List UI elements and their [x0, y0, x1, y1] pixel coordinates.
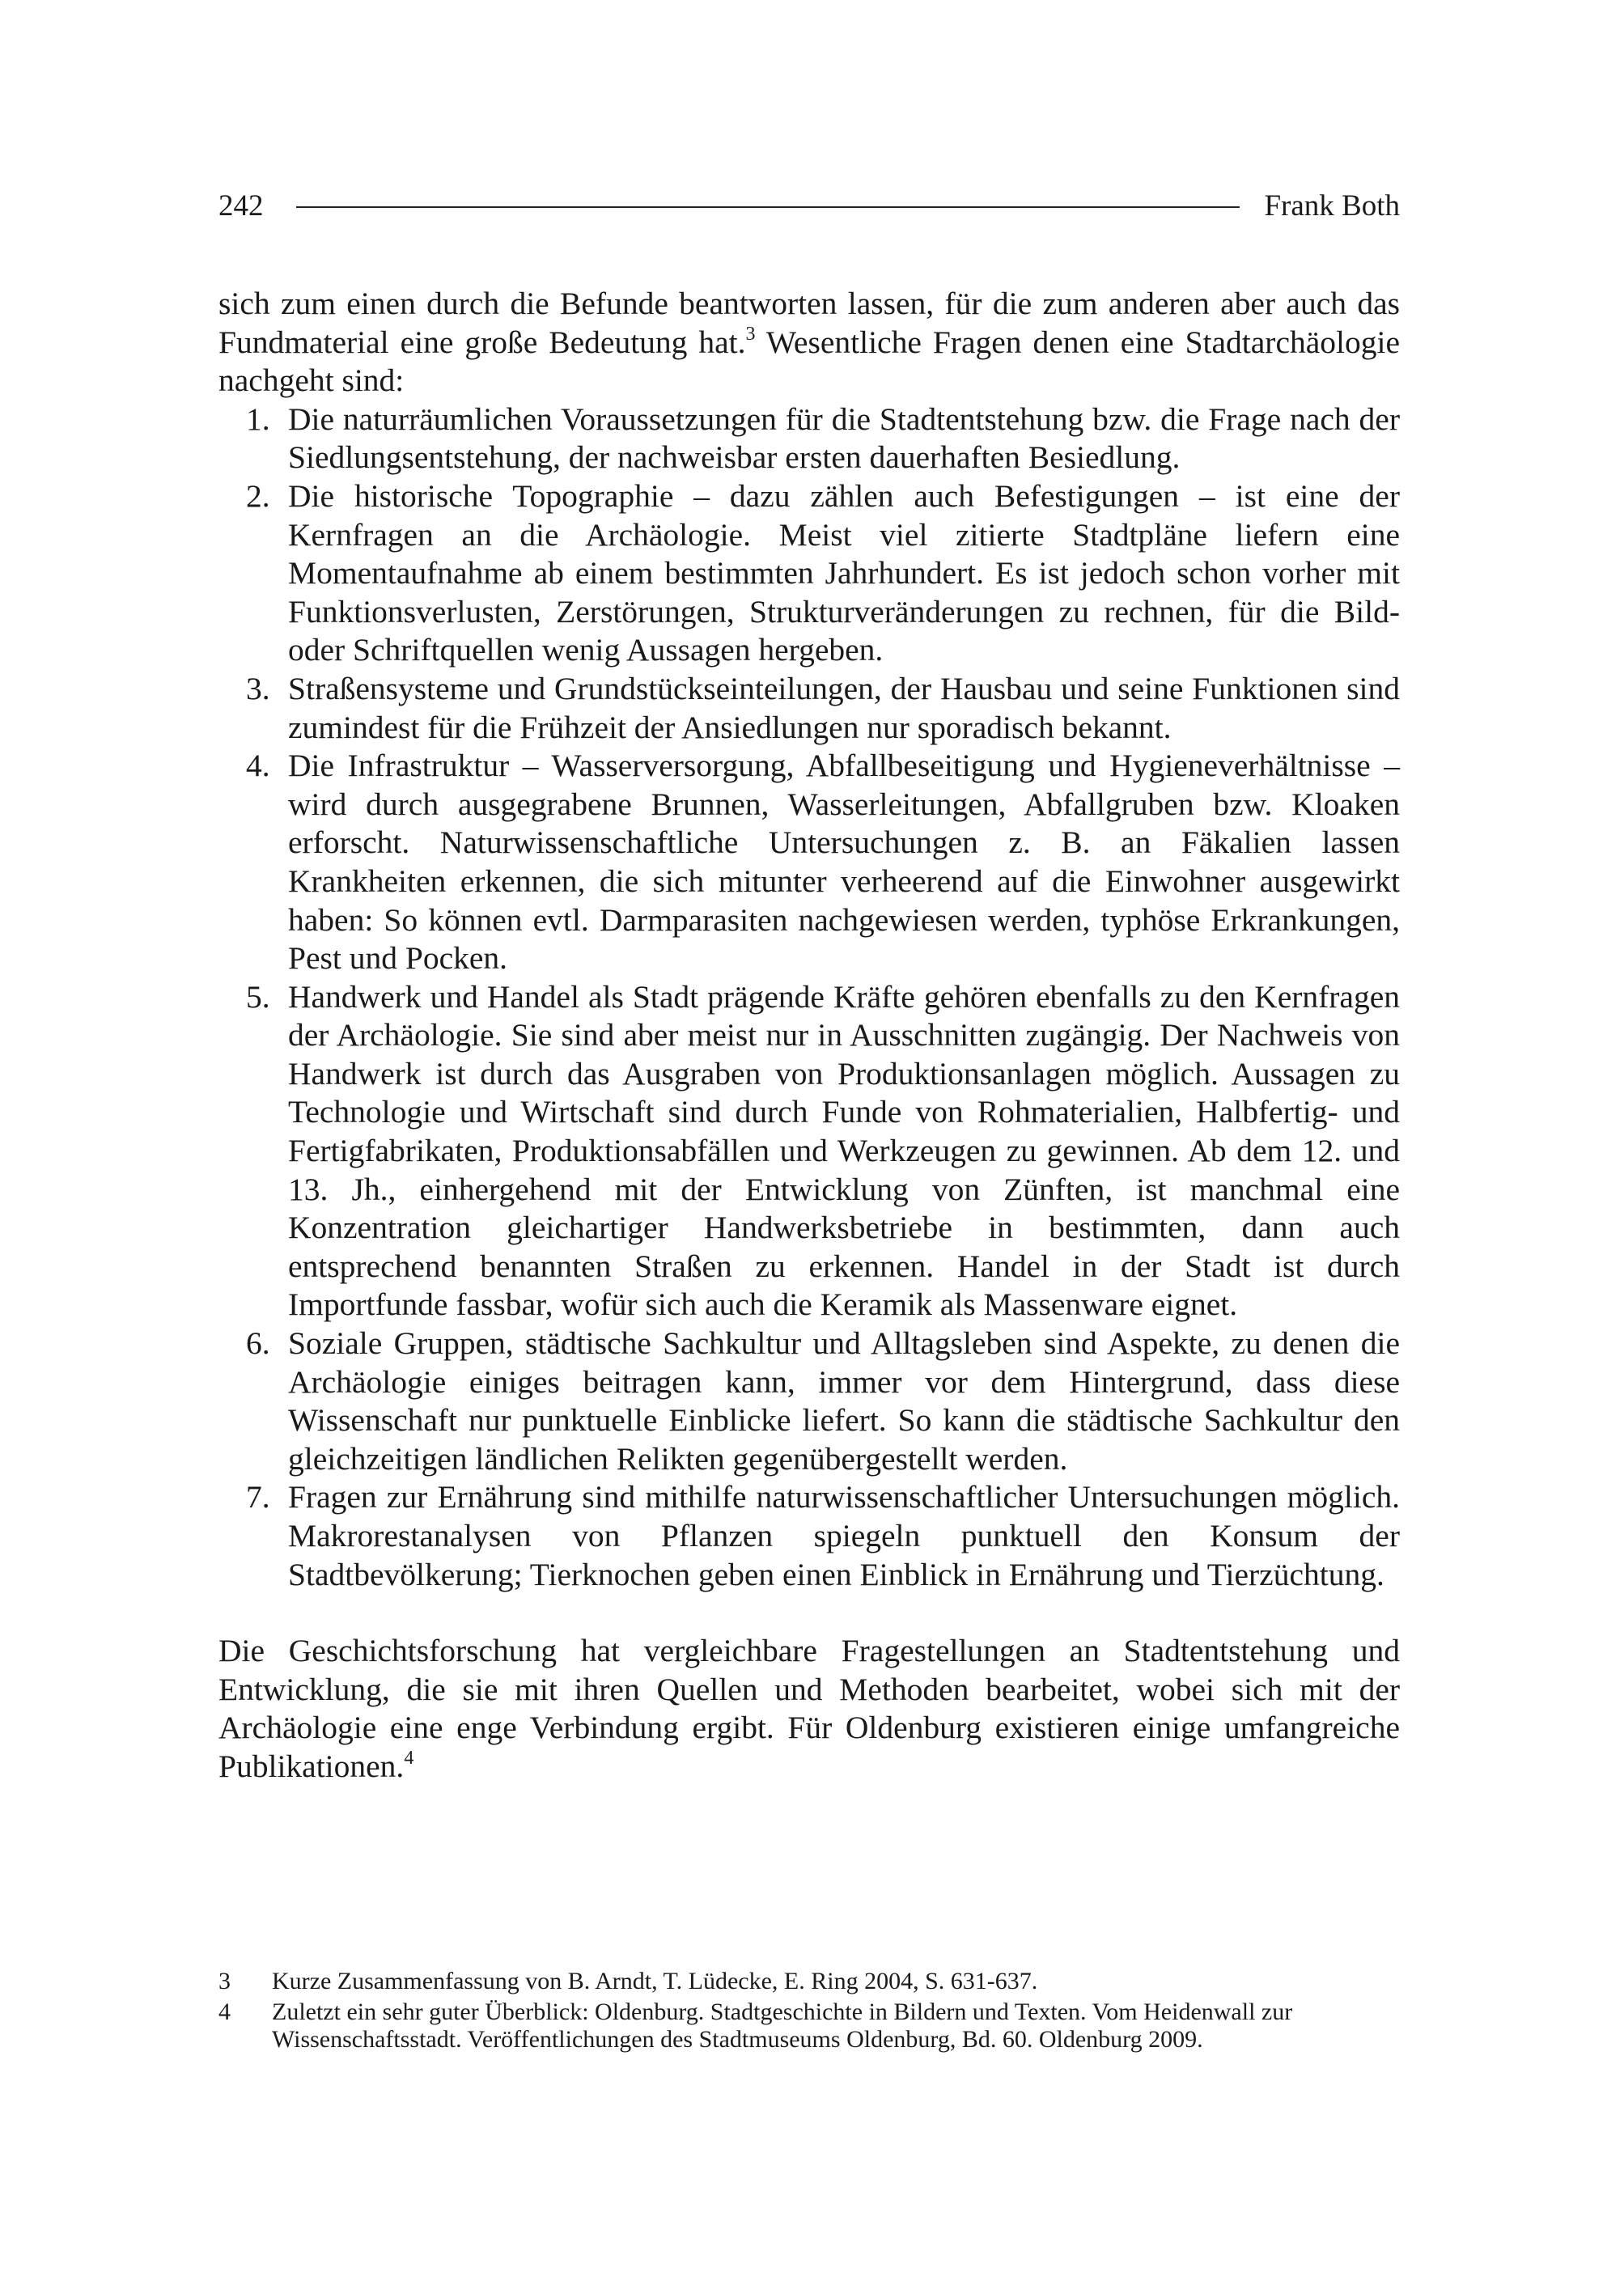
footnote-number: 3 [218, 1968, 231, 1994]
running-author: Frank Both [1264, 189, 1400, 223]
closing-text: Die Geschichtsforschung hat vergleichbare Fragestellungen an Stadtentstehung und Entwicklung, die sie mit ihren Quellen und Methoden bearbeitet, wobei sich mit der Archäologie eine enge Verbindung ergibt. Für Oldenburg existieren einige umfangreiche Publikationen. [218, 1633, 1400, 1784]
intro-text: sich zum einen durch die Befunde beantworten lassen, für die zum anderen aber auch das Fundmaterial eine große Bedeutung hat. [218, 286, 1400, 360]
list-item-number: 3. [246, 670, 270, 706]
main-text [218, 285, 1400, 1787]
footnote [218, 1968, 1400, 1995]
list-item [218, 670, 1400, 747]
footnote-number: 4 [218, 1998, 231, 2025]
header-rule [296, 206, 1240, 208]
intro-text-after: Wesentliche Fragen denen eine Stadtarchäologie nachgeht sind: [218, 324, 1401, 399]
list-item-number: 6. [246, 1325, 270, 1362]
list-item-number: 5. [246, 978, 270, 1015]
list-item-text: Die historische Topographie – dazu zählen auch Befestigungen – ist eine der Kernfragen an die Archäologie. Meist viel zitierte Stadtpläne liefern eine Momentaufnahme ab einem bestimmten Jahrhundert. Es ist jedoch schon vorher mit Funktionsverlusten, Zerstörungen, Strukturveränderungen zu rechnen, für die Bild- oder Schriftquellen wenig Aussagen hergeben. [288, 477, 1400, 668]
footnote-ref[interactable]: 4 [404, 1747, 414, 1769]
list-item [218, 747, 1400, 978]
running-header [218, 183, 1400, 228]
intro-paragraph [218, 285, 1400, 401]
list-item-number: 7. [246, 1479, 270, 1515]
footnote-text: Kurze Zusammenfassung von B. Arndt, T. Lüdecke, E. Ring 2004, S. 631-637. [272, 1968, 1038, 1994]
list-item-text: Straßensysteme und Grundstückseinteilungen, der Hausbau und seine Funktionen sind zumindest für die Frühzeit der Ansiedlungen nur sporadisch bekannt. [288, 670, 1400, 745]
list-item-text: Die Infrastruktur – Wasserversorgung, Abfallbeseitigung und Hygieneverhältnisse – wird durch ausgegrabene Brunnen, Wasserleitungen, Abfallgruben bzw. Kloaken erforscht. Naturwissenschaftliche Untersuchungen z. B. an Fäkalien lassen Krankheiten erkennen, die sich mitunter verheerend auf die Einwohner ausgewirkt haben: So können evtl. Darmparasiten nachgewiesen werden, typhöse Erkrankungen, Pest und Pocken. [288, 748, 1400, 977]
list-item-text: Fragen zur Ernährung sind mithilfe naturwissenschaftlicher Untersuchungen möglich. Makrorestanalysen von Pflanzen spiegeln punktuell den Konsum der Stadtbevölkerung; Tierknochen geben einen Einblick in Ernährung und Tierzüchtung. [288, 1479, 1400, 1592]
list-item-number: 1. [246, 401, 270, 437]
list-item [218, 978, 1400, 1325]
list-item-number: 4. [246, 748, 270, 784]
page-number: 242 [218, 189, 264, 223]
question-list [218, 401, 1400, 1594]
footnote [218, 1998, 1400, 2054]
list-item [218, 1478, 1400, 1594]
list-item [218, 401, 1400, 477]
footnotes [218, 1968, 1400, 2057]
list-item [218, 477, 1400, 670]
closing-paragraph [218, 1632, 1400, 1786]
list-item-text: Die naturräumlichen Voraussetzungen für die Stadtentstehung bzw. die Frage nach der Siedlungsentstehung, der nachweisbar ersten dauerhaften Besiedlung. [288, 401, 1400, 476]
list-item-text: Handwerk und Handel als Stadt prägende Kräfte gehören ebenfalls zu den Kernfragen der Archäologie. Sie sind aber meist nur in Ausschnitten zugängig. Der Nachweis von Handwerk ist durch das Ausgraben von Produktionsanlagen möglich. Aussagen zu Technologie und Wirtschaft sind durch Funde von Rohmaterialien, Halbfertig- und Fertigfabrikaten, Produktionsabfällen und Werkzeugen zu gewinnen. Ab dem 12. und 13. Jh., einhergehend mit der Entwicklung von Zünften, ist manchmal eine Konzentration gleichartiger Handwerksbetriebe in bestimmten, dann auch entsprechend benannten Straßen zu erkennen. Handel in der Stadt ist durch Importfunde fassbar, wofür sich auch die Keramik als Massenware eignet. [288, 978, 1400, 1323]
footnote-ref[interactable]: 3 [745, 323, 756, 345]
list-item-number: 2. [246, 477, 270, 514]
list-item-text: Soziale Gruppen, städtische Sachkultur und Alltagsleben sind Aspekte, zu denen die Archäologie einiges beitragen kann, immer vor dem Hintergrund, dass diese Wissenschaft nur punktuelle Einblicke liefert. So kann die städtische Sachkultur den gleichzeitigen ländlichen Relikten gegenübergestellt werden. [288, 1325, 1400, 1477]
footnote-text: Zuletzt ein sehr guter Überblick: Oldenburg. Stadtgeschichte in Bildern und Texten. Vom Heidenwall zur Wissenschaftsstadt. Veröffentlichungen des Stadtmuseums Oldenburg, Bd. 60. Oldenburg 2009. [272, 1998, 1293, 2053]
list-item [218, 1325, 1400, 1478]
